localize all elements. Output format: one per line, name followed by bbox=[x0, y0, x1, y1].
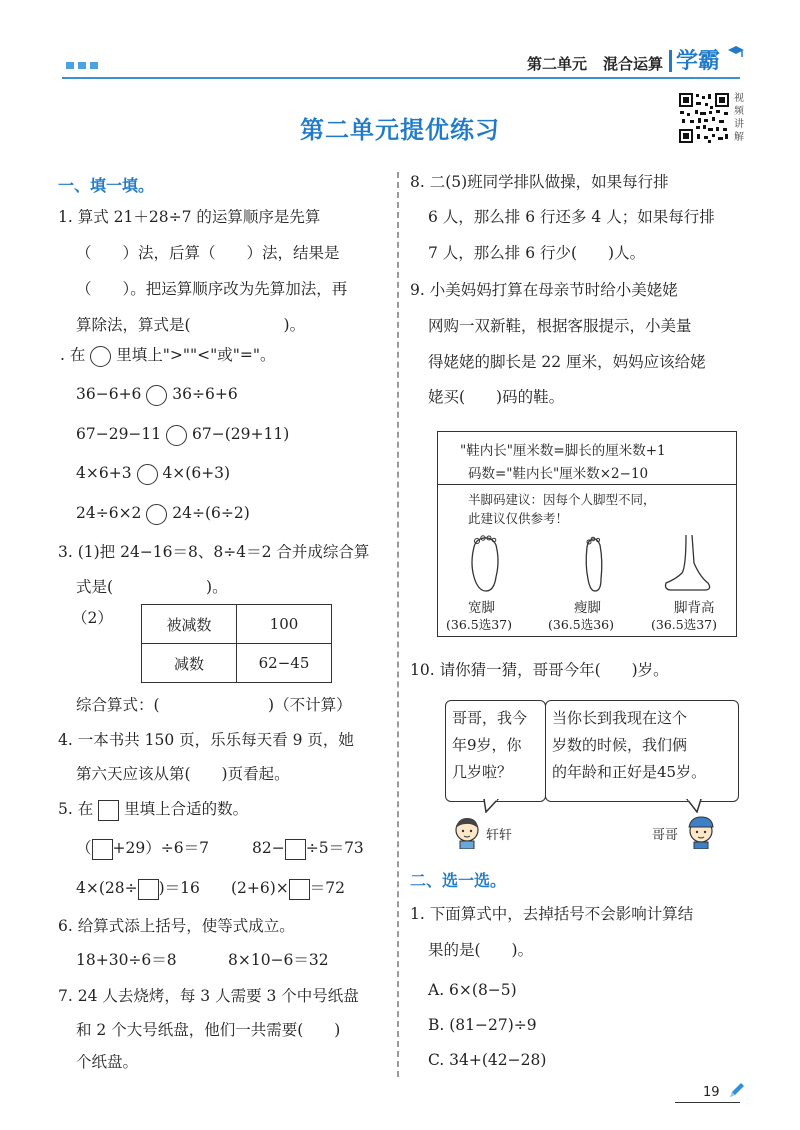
q5-expr-suffix: +29）÷6＝7 bbox=[112, 839, 209, 857]
q5-item bbox=[76, 838, 209, 860]
header-decor-square bbox=[78, 62, 86, 69]
answer-box-input[interactable] bbox=[289, 879, 310, 900]
q2-left-expr: 4×6+3 bbox=[76, 464, 132, 482]
answer-box-input[interactable] bbox=[285, 839, 306, 860]
table-cell: 减数 bbox=[142, 644, 237, 683]
q2-right-expr: 24÷(6÷2) bbox=[172, 504, 250, 522]
q5-item bbox=[231, 878, 345, 900]
compare-circle-input[interactable] bbox=[137, 464, 158, 485]
q5-head-suffix: 里填上合适的数。 bbox=[124, 800, 249, 818]
answer-box-input[interactable] bbox=[138, 879, 159, 900]
s2q1-line: 1. 下面算式中，去掉括号不会影响计算结 bbox=[410, 905, 694, 923]
formula-shoe-size: 码数="鞋内长"厘米数×2−10 bbox=[468, 466, 649, 482]
slim-foot-label: 瘦脚 bbox=[574, 600, 601, 616]
q6-expr: 18+30÷6＝8 bbox=[76, 951, 177, 969]
q4-line: 4. 一本书共 150 页，乐乐每天看 9 页，她 bbox=[58, 731, 354, 749]
q5-expr-suffix: ＝72 bbox=[309, 879, 346, 897]
high-instep-foot-icon bbox=[662, 533, 716, 593]
bubble-line: 岁数的时候，我们俩 bbox=[552, 736, 688, 754]
header-topic: 混合运算 bbox=[603, 55, 664, 73]
section-fill-in-title: 一、填一填。 bbox=[58, 176, 155, 195]
half-size-note: 此建议仅供参考！ bbox=[468, 511, 569, 526]
q2-left-expr: 24÷6×2 bbox=[76, 504, 142, 522]
brand-logo: 学霸 bbox=[676, 49, 721, 74]
table-row bbox=[142, 644, 332, 683]
q2-item bbox=[76, 503, 250, 525]
header-decor-square bbox=[90, 62, 98, 69]
graduation-cap-icon bbox=[727, 44, 745, 58]
pencil-icon bbox=[727, 1082, 745, 1100]
q9-line: 9. 小美妈妈打算在母亲节时给小美姥姥 bbox=[410, 281, 678, 299]
boy-brother-icon bbox=[684, 815, 718, 849]
brand-divider bbox=[669, 50, 672, 72]
compare-circle-input[interactable] bbox=[146, 504, 167, 525]
bubble-tail-icon bbox=[685, 799, 703, 813]
header-unit: 第二单元 bbox=[527, 55, 588, 73]
box-separator bbox=[438, 484, 736, 485]
q5-expr-prefix: 82− bbox=[252, 839, 285, 857]
answer-box-input[interactable] bbox=[92, 839, 113, 860]
q5-expr-suffix: )＝16 bbox=[158, 879, 200, 897]
q2-left-expr: 36−6+6 bbox=[76, 385, 142, 403]
table-cell: 100 bbox=[237, 605, 332, 644]
name-brother: 哥哥 bbox=[652, 828, 679, 843]
bubble-line: 哥哥，我今 bbox=[452, 709, 528, 727]
qr-caption: 视频讲解 bbox=[734, 93, 744, 143]
q2-right-expr: 4×(6+3) bbox=[162, 464, 231, 482]
q7-line: 个纸盘。 bbox=[76, 1053, 139, 1071]
header-decor-square bbox=[66, 62, 74, 69]
q8-line: 7 人，那么排 6 行少( )人。 bbox=[428, 244, 646, 262]
bubble-tail-icon bbox=[482, 799, 500, 813]
q9-line: 网购一双新鞋，根据客服提示，小美量 bbox=[428, 317, 692, 335]
bubble-line: 的年龄和正好是45岁。 bbox=[552, 763, 707, 781]
q2-head bbox=[60, 345, 275, 367]
q1-line: 算除法，算式是( )。 bbox=[76, 316, 306, 334]
header-rule bbox=[62, 77, 740, 79]
q5-expr-prefix: (2+6)× bbox=[231, 879, 289, 897]
high-instep-tip: (36.5选37) bbox=[651, 617, 717, 632]
page-number: 19 bbox=[703, 1085, 720, 1100]
speech-bubble-brother bbox=[545, 700, 739, 802]
table-cell: 62−45 bbox=[237, 644, 332, 683]
wide-foot-label: 宽脚 bbox=[468, 600, 495, 616]
shoe-size-info-box bbox=[437, 431, 737, 637]
column-divider bbox=[397, 172, 399, 1077]
boy-xuanxuan-icon bbox=[450, 815, 484, 849]
q3-part2-label: （2） bbox=[72, 609, 113, 627]
q2-right-expr: 36÷6+6 bbox=[172, 385, 238, 403]
q5-item bbox=[252, 838, 364, 860]
q5-head-prefix: 5. 在 bbox=[58, 800, 94, 818]
bubble-line: 当你长到我现在这个 bbox=[552, 709, 688, 727]
wide-foot-icon bbox=[466, 533, 502, 593]
q3-table bbox=[141, 604, 332, 683]
q2-item bbox=[76, 384, 238, 406]
section-choose-title: 二、选一选。 bbox=[410, 871, 507, 890]
bubble-line: 年9岁，你 bbox=[452, 736, 522, 754]
half-size-note: 半脚码建议：因每个人脚型不同， bbox=[468, 492, 656, 507]
qr-code[interactable] bbox=[678, 92, 730, 144]
q1-line: （ ）。把运算顺序改为先算加法，再 bbox=[76, 280, 348, 298]
q9-line: 得姥姥的脚长是 22 厘米，妈妈应该给姥 bbox=[428, 353, 706, 371]
q1-line: 1. 算式 21＋28÷7 的运算顺序是先算 bbox=[58, 208, 321, 226]
option-a[interactable]: A. 6×(8−5) bbox=[428, 981, 517, 999]
bubble-line: 几岁啦？ bbox=[452, 763, 513, 781]
q2-right-expr: 67−(29+11) bbox=[192, 425, 290, 443]
table-row bbox=[142, 605, 332, 644]
q5-item bbox=[76, 878, 200, 900]
s2q1-line: 果的是( )。 bbox=[428, 941, 534, 959]
q2-item bbox=[76, 424, 289, 446]
formula-inner-length: "鞋内长"厘米数=脚长的厘米数+1 bbox=[460, 443, 666, 459]
q7-line: 和 2 个大号纸盘，他们一共需要( ) bbox=[76, 1021, 341, 1039]
q10-line: 10. 请你猜一猜，哥哥今年( )岁。 bbox=[410, 661, 669, 679]
q7-line: 7. 24 人去烧烤，每 3 人需要 3 个中号纸盘 bbox=[58, 987, 359, 1005]
q3-answer: 综合算式：( )（不计算） bbox=[76, 696, 352, 714]
answer-box-icon bbox=[98, 800, 119, 821]
name-xuanxuan: 轩轩 bbox=[486, 828, 513, 843]
slim-foot-icon bbox=[578, 533, 608, 593]
q1-line: （ ）法，后算（ ）法，结果是 bbox=[76, 244, 340, 262]
q6-expr: 8×10−6＝32 bbox=[228, 951, 329, 969]
option-b[interactable]: B. (81−27)÷9 bbox=[428, 1016, 537, 1034]
q6-line: 6. 给算式添上括号，使等式成立。 bbox=[58, 917, 295, 935]
compare-circle-input[interactable] bbox=[146, 385, 167, 406]
compare-circle-icon bbox=[90, 346, 111, 367]
q2-head-prefix: . 在 bbox=[60, 346, 86, 364]
q3-line: 3. (1)把 24−16＝8、8÷4＝2 合并成综合算 bbox=[58, 543, 370, 561]
high-instep-label: 脚背高 bbox=[674, 600, 715, 616]
q2-item bbox=[76, 463, 230, 485]
option-c[interactable]: C. 34+(42−28) bbox=[428, 1051, 547, 1069]
q8-line: 8. 二(5)班同学排队做操，如果每行排 bbox=[410, 173, 669, 191]
compare-circle-input[interactable] bbox=[166, 425, 187, 446]
q2-left-expr: 67−29−11 bbox=[76, 425, 162, 443]
wide-foot-tip: (36.5选37) bbox=[446, 617, 512, 632]
qr-code-icon bbox=[678, 92, 730, 144]
page-title: 第二单元提优练习 bbox=[300, 116, 500, 144]
q5-expr-prefix: （ bbox=[76, 839, 92, 857]
speech-bubble-xuanxuan bbox=[445, 700, 546, 802]
q4-line: 第六天应该从第( )页看起。 bbox=[76, 765, 290, 783]
page-number-rule bbox=[675, 1102, 740, 1103]
q8-line: 6 人，那么排 6 行还多 4 人；如果每行排 bbox=[428, 208, 715, 226]
q5-expr-suffix: ÷5＝73 bbox=[305, 839, 364, 857]
q9-line: 姥买( )码的鞋。 bbox=[428, 388, 565, 406]
table-cell: 被减数 bbox=[142, 605, 237, 644]
slim-foot-tip: (36.5选36) bbox=[548, 617, 614, 632]
q5-head bbox=[58, 799, 248, 821]
q3-line: 式是( )。 bbox=[76, 578, 228, 596]
q2-head-suffix: 里填上">""<"或"="。 bbox=[116, 346, 276, 364]
q5-expr-prefix: 4×(28÷ bbox=[76, 879, 138, 897]
